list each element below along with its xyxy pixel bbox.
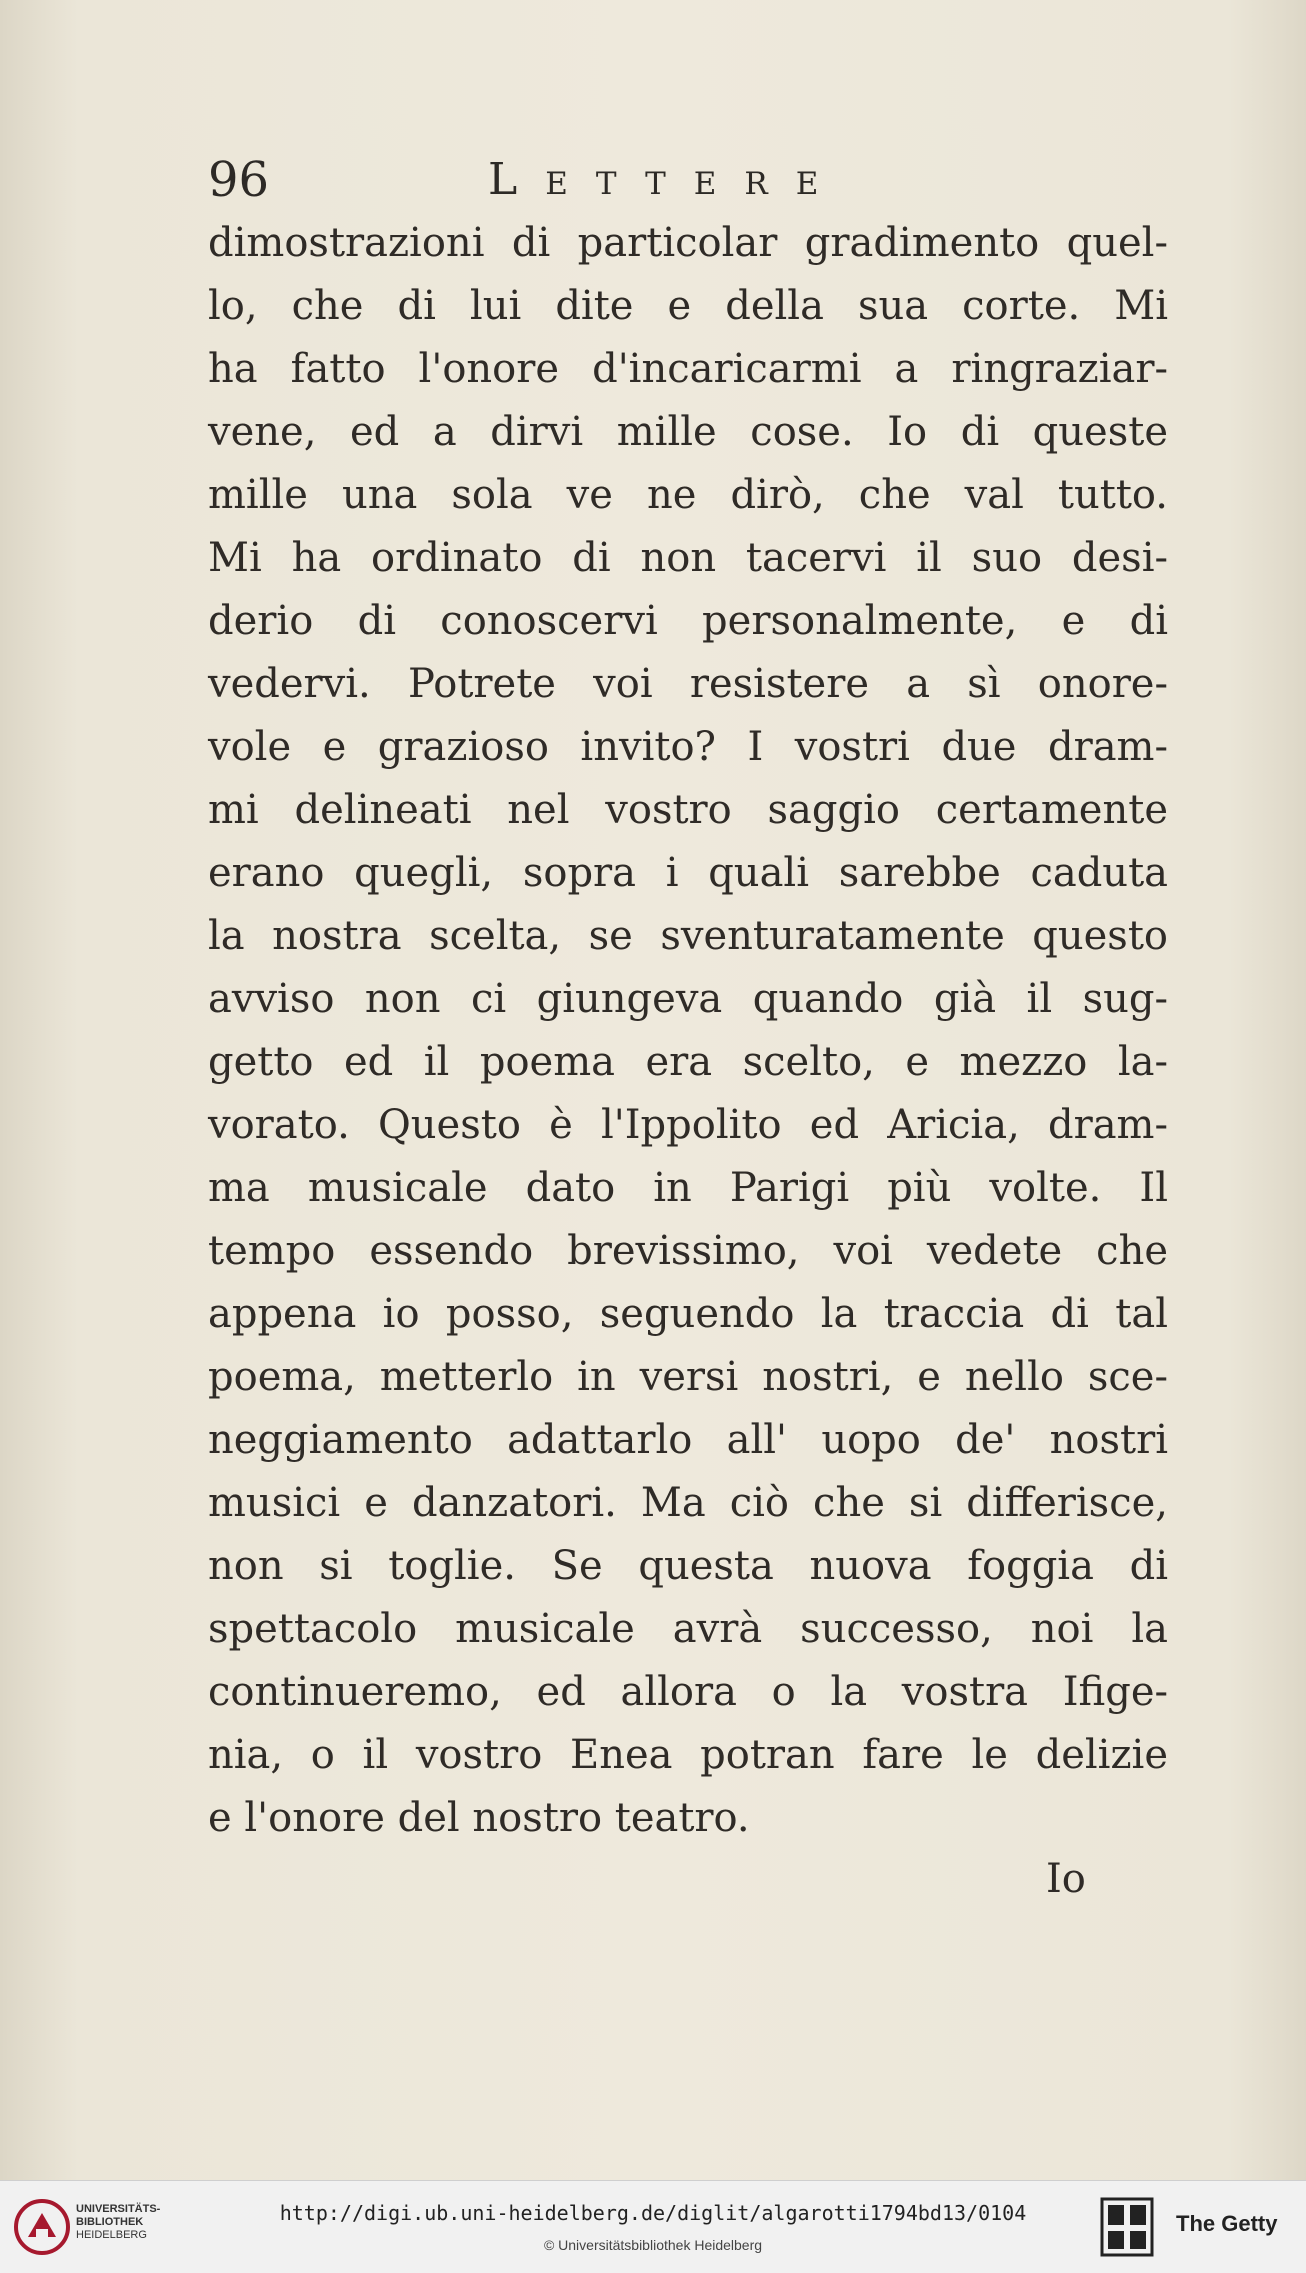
text-line: erano quegli, sopra i quali sarebbe caduta [208, 850, 1168, 896]
text-line: vorato. Questo è l'Ippolito ed Aricia, dram- [208, 1102, 1168, 1148]
library-name-line: HEIDELBERG [76, 2229, 147, 2241]
running-head [208, 150, 1168, 210]
text-line: dimostrazioni di particolar gradimento quel- [208, 220, 1168, 266]
text-line: ma musicale dato in Parigi più volte. Il [208, 1165, 1168, 1211]
getty-name: The Getty [1176, 2211, 1278, 2236]
catchword: Io [1046, 1856, 1086, 1902]
text-line: vene, ed a dirvi mille cose. Io di queste [208, 409, 1168, 455]
text-line: spettacolo musicale avrà successo, noi la [208, 1606, 1168, 1652]
text-line: mille una sola ve ne dirò, che val tutto. [208, 472, 1168, 518]
text-line: getto ed il poema era scelto, e mezzo la- [208, 1039, 1168, 1085]
viewer-footer [0, 2180, 1306, 2273]
text-line: lo, che di lui dite e della sua corte. Mi [208, 283, 1168, 329]
text-line: ha fatto l'onore d'incaricarmi a ringraziar- [208, 346, 1168, 392]
text-line: Mi ha ordinato di non tacervi il suo desi- [208, 535, 1168, 581]
text-line: nia, o il vostro Enea potran fare le delizie [208, 1732, 1168, 1778]
library-name-line: UNIVERSITÄTS- [76, 2203, 161, 2215]
text-line: appena io posso, seguendo la traccia di tal [208, 1291, 1168, 1337]
text-line: continueremo, ed allora o la vostra Ifige- [208, 1669, 1168, 1715]
text-line: avviso non ci giungeva quando già il sug- [208, 976, 1168, 1022]
getty-logo-icon [1100, 2197, 1154, 2257]
text-line: neggiamento adattarlo all' uopo de' nostri [208, 1417, 1168, 1463]
text-line: vedervi. Potrete voi resistere a sì onore- [208, 661, 1168, 707]
page-number: 96 [208, 152, 270, 208]
running-title: Lettere [488, 154, 847, 205]
text-line-last: e l'onore del nostro teatro. [208, 1795, 750, 1841]
text-line: derio di conoscervi personalmente, e di [208, 598, 1168, 644]
body-text [208, 212, 1168, 1850]
text-line: vole e grazioso invito? I vostri due dram- [208, 724, 1168, 770]
text-line: musici e danzatori. Ma ciò che si differisce, [208, 1480, 1168, 1526]
text-line: la nostra scelta, se sventuratamente questo [208, 913, 1168, 959]
text-line: mi delineati nel vostro saggio certamente [208, 787, 1168, 833]
copyright-notice: © Universitätsbibliothek Heidelberg [543, 2237, 763, 2253]
text-line: poema, metterlo in versi nostri, e nello sce- [208, 1354, 1168, 1400]
text-line: non si toglie. Se questa nuova foggia di [208, 1543, 1168, 1589]
text-line: tempo essendo brevissimo, voi vedete che [208, 1228, 1168, 1274]
library-name-line: BIBLIOTHEK [76, 2216, 144, 2228]
permalink-url[interactable]: http://digi.ub.uni-heidelberg.de/diglit/algarotti1794bd13/0104 [279, 2201, 1027, 2225]
